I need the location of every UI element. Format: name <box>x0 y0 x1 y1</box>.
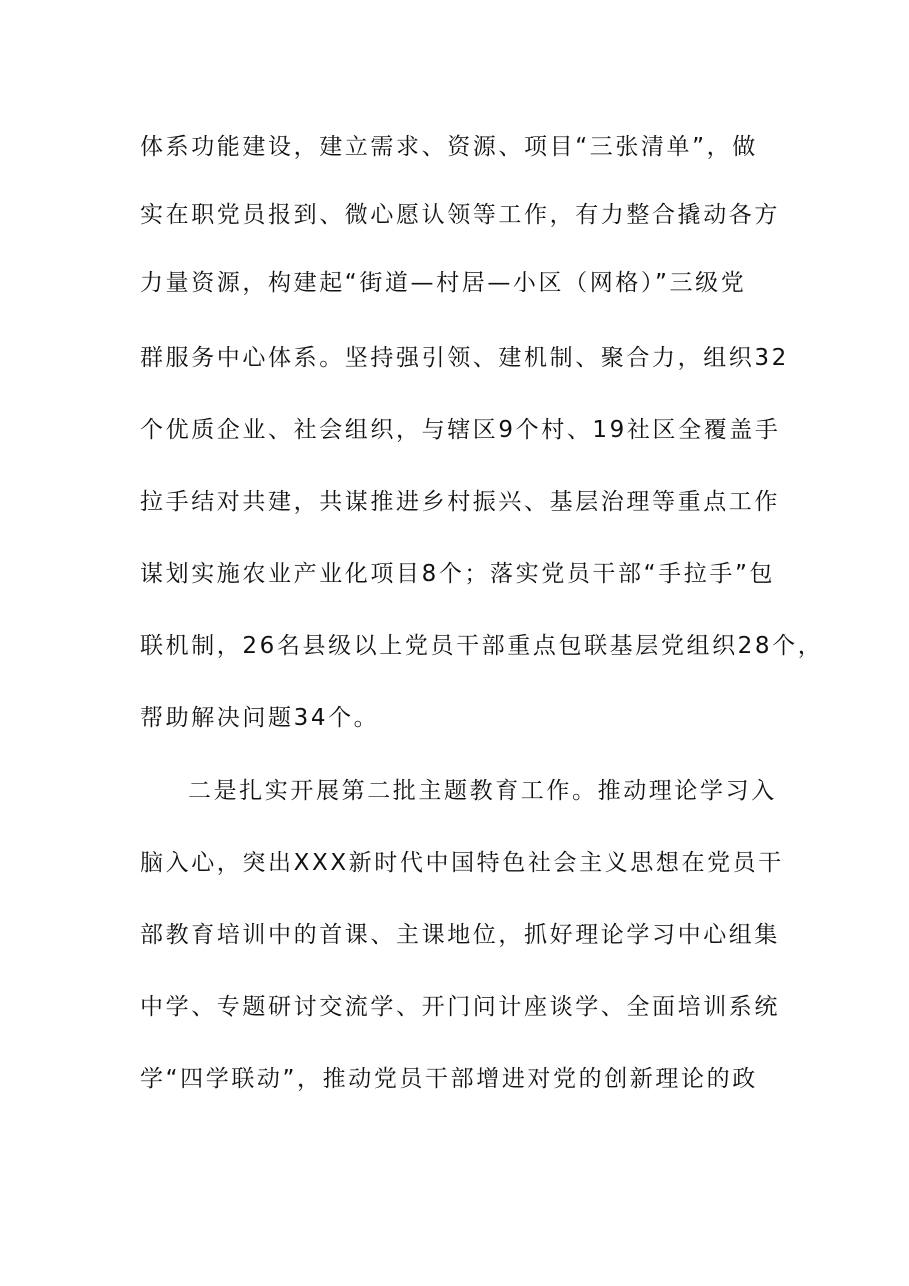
paragraph-1-line-5: 个优质企业、社会组织，与辖区9个村、19社区全覆盖手 <box>140 417 781 443</box>
paragraph-1-line-3: 力量资源，构建起“街道—村居—小区（网格）”三级党 <box>140 270 747 296</box>
paragraph-1-line-7: 谋划实施农业产业化项目8个；落实党员干部“手拉手”包 <box>140 561 776 587</box>
paragraph-2-line-4: 中学、专题研讨交流学、开门问计座谈学、全面培训系统 <box>140 994 780 1020</box>
paragraph-2-line-3: 部教育培训中的首课、主课地位，抓好理论学习中心组集 <box>140 922 780 948</box>
paragraph-1-line-4: 群服务中心体系。坚持强引领、建机制、聚合力，组织32 <box>140 345 789 371</box>
paragraph-2-line-2: 脑入心，突出XXX新时代中国特色社会主义思想在党员干 <box>140 850 784 876</box>
paragraph-1-line-2: 实在职党员报到、微心愿认领等工作，有力整合撬动各方 <box>140 202 780 228</box>
paragraph-2-line-5: 学“四学联动”，推动党员干部增进对党的创新理论的政 <box>140 1066 758 1092</box>
paragraph-1-line-8: 联机制，26名县级以上党员干部重点包联基层党组织28个， <box>140 633 824 659</box>
paragraph-1-line-9: 帮助解决问题34个。 <box>140 705 380 731</box>
paragraph-2-line-1: 二是扎实开展第二批主题教育工作。推动理论学习入 <box>188 778 777 804</box>
paragraph-1-line-6: 拉手结对共建，共谋推进乡村振兴、基层治理等重点工作 <box>140 489 780 515</box>
paragraph-1-line-1: 体系功能建设，建立需求、资源、项目“三张清单”，做 <box>140 134 758 160</box>
